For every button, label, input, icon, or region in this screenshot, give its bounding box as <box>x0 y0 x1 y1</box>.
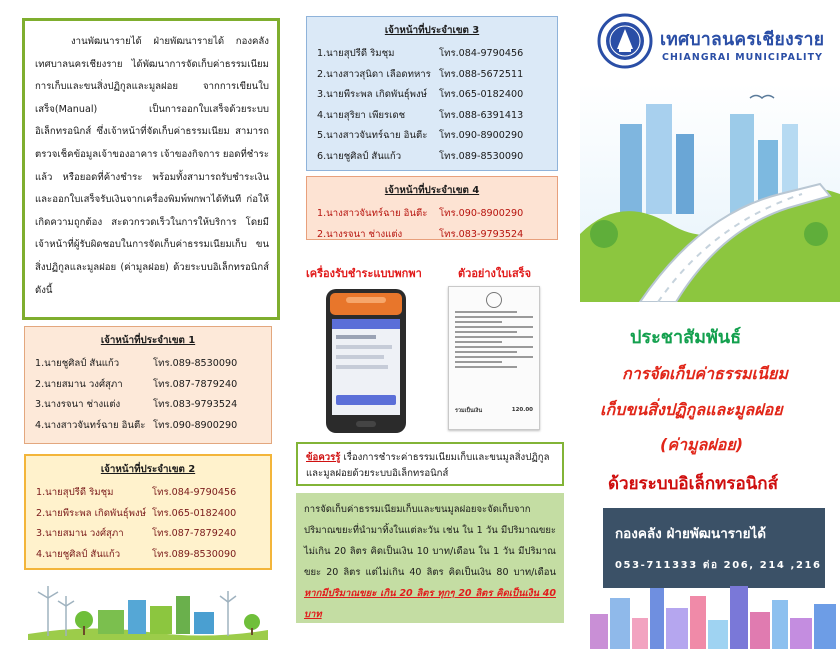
headline-line-4: (ค่ามูลฝอย) <box>660 435 744 454</box>
staff-row <box>35 354 261 375</box>
staff-name: 3.นายพีระพล เกิดพันธุ์พงษ์ <box>317 89 427 100</box>
zone-2-staff-box <box>24 454 272 570</box>
receipt-sample-label: ตัวอย่างใบเสร็จ <box>458 267 532 280</box>
municipality-seal-logo <box>597 13 653 69</box>
staff-row <box>317 225 547 246</box>
receipt-sample-image <box>448 286 540 430</box>
staff-name: 5.นางสาวจันทร์ฉาย อินตีะ <box>317 130 428 141</box>
staff-phone: โทร.084-9790456 <box>439 48 524 59</box>
staff-row <box>317 65 547 86</box>
staff-row <box>35 395 261 416</box>
notice-box <box>296 442 564 486</box>
fee-rate-highlight: หากมีปริมาณขยะ เกิน 20 ลิตร ทุกๆ 20 ลิตร คิดเป็นเงิน 40 บาท <box>304 588 556 620</box>
staff-name: 1.นายชูศิลป์ สันแก้ว <box>35 358 120 369</box>
intro-text-box <box>22 18 280 320</box>
staff-name: 2.นายพีระพล เกิดพันธุ์พงษ์ <box>36 507 146 519</box>
headline-line-2: การจัดเก็บค่าธรรมเนียม <box>622 364 788 383</box>
staff-row <box>35 416 261 437</box>
city-skyline-illustration <box>586 568 840 649</box>
edc-payment-terminal-image <box>316 285 416 435</box>
edc-device-label: เครื่องรับชำระแบบพกพา <box>306 267 422 280</box>
zone-1-title: เจ้าหน้าที่ประจำเขต 1 <box>100 335 196 346</box>
staff-row <box>36 483 260 504</box>
staff-phone: โทร.083-9793524 <box>153 399 238 410</box>
staff-row <box>317 126 547 147</box>
staff-phone: โทร.065-0182400 <box>152 507 237 519</box>
fee-rate-box <box>296 493 564 623</box>
staff-phone: โทร.083-9793524 <box>439 228 524 240</box>
fee-rate-text: การจัดเก็บค่าธรรมเนียมเก็บและขนมูลฝอยจะจัดเก็บจากปริมาณขยะที่นำมาทิ้งในแต่ละวัน เช่น ใน 1 วัน มีปริมาณขยะ ไม่เกิน 20 ลิตร คิดเป็นเงิน 10 บาท/เดือน ใน 1 วัน มีปริมาณขยะ 20 ลิตร แต่ไม่เกิน 40 ลิตร คิดเป็นเงิน 80 บาท/เดือน <box>304 504 556 578</box>
zone-3-title: เจ้าหน้าที่ประจำเขต 3 <box>384 25 480 36</box>
staff-phone: โทร.087-7879240 <box>152 528 237 539</box>
receipt-total <box>455 407 533 415</box>
zone-2-title: เจ้าหน้าที่ประจำเขต 2 <box>100 464 196 475</box>
staff-name: 1.นายสุปรีดี ริมชุม <box>317 48 395 59</box>
headline-announcement: ประชาสัมพันธ์ <box>630 327 742 348</box>
staff-phone: โทร.089-8530090 <box>439 150 524 162</box>
staff-row <box>317 106 547 127</box>
org-name-thai: เทศบาลนครเชียงราย <box>660 30 825 50</box>
org-name-english: CHIANGRAI MUNICIPALITY <box>662 52 823 63</box>
municipality-seal-icon <box>486 292 502 308</box>
staff-row <box>317 204 547 225</box>
staff-name: 4.นายชูศิลป์ สันแก้ว <box>36 548 121 560</box>
staff-name: 2.นายสมาน วงศ์สุภา <box>35 378 123 390</box>
staff-name: 1.นางสาวจันทร์ฉาย อินตีะ <box>317 208 428 219</box>
staff-row <box>36 545 260 566</box>
staff-phone: โทร.088-6391413 <box>439 109 524 121</box>
staff-row <box>36 524 260 545</box>
staff-name: 4.นายสุริยา เพียรเดช <box>317 109 406 121</box>
staff-row <box>35 375 261 396</box>
staff-name: 4.นางสาวจันทร์ฉาย อินตีะ <box>35 419 146 431</box>
intro-text: งานพัฒนารายได้ ฝ่ายพัฒนารายได้ กองคลัง เทศบาลนครเชียงราย ได้พัฒนาการจัดเก็บค่าธรรมเนียมการเก็บและขนสิ่งปฏิกูลและมูลฝอย จากการเขียนใบเสร็จ(Manual) เป็นการออกใบเสร็จด้วยระบบอิเล็กทรอนิกส์ ซึ่งเจ้าหน้าที่จัดเก็บค่าธรรมเนียม สามารถตรวจเช็คข้อมูลเจ้าของอาคาร เจ้าของกิจการ ยอดที่ชำระแล้ว หรือยอดที่ค้างชำระ พร้อมทั้งสามารถรับชำระเงินและออกใบเสร็จรับเงินจากเครื่องพิมพ์พกพาได้ทันที ก่อให้เกิดความถูกต้อง สะดวกรวดเร็วในการให้บริการ โดยมีเจ้าหน้าที่ผู้รับผิดชอบในการจัดเก็บค่าธรรมเนียมเก็บ ขนสิ่งปฏิกูลและมูลฝอย (ค่ามูลฝอย) ด้วยระบบอิเล็กทรอนิกส์ ดังนี้ <box>35 36 269 296</box>
notice-lead: ข้อควรรู้ <box>306 452 341 463</box>
city-road-illustration <box>580 84 840 302</box>
staff-phone: โทร.089-8530090 <box>153 358 238 369</box>
staff-phone: โทร.065-0182400 <box>439 89 524 100</box>
staff-phone: โทร.089-8530090 <box>152 548 237 560</box>
headline-line-5: ด้วยระบบอิเล็กทรอนิกส์ <box>608 474 778 494</box>
staff-name: 1.นายสุปรีดี ริมชุม <box>36 487 114 498</box>
staff-name: 6.นายชูศิลป์ สันแก้ว <box>317 150 402 162</box>
staff-phone: โทร.088-5672511 <box>439 68 524 80</box>
staff-phone: โทร.090-8900290 <box>439 208 524 219</box>
zone-4-title: เจ้าหน้าที่ประจำเขต 4 <box>384 185 480 196</box>
staff-name: 3.นายสมาน วงศ์สุภา <box>36 528 124 539</box>
receipt-total-label: รวมเป็นเงิน <box>455 408 483 414</box>
staff-name: 2.นางสาวสุนิดา เลือดทหาร <box>317 68 431 80</box>
headline-line-3: เก็บขนสิ่งปฏิกูลและมูลฝอย <box>600 400 783 419</box>
staff-phone: โทร.090-8900290 <box>153 419 238 431</box>
staff-row <box>317 44 547 65</box>
zone-1-staff-box <box>24 326 272 444</box>
staff-phone: โทร.090-8900290 <box>439 130 524 141</box>
zone-3-staff-box <box>306 16 558 171</box>
staff-row <box>317 147 547 168</box>
notice-text: เรื่องการชำระค่าธรรมเนียมเก็บและขนมูลสิ่งปฏิกูลและมูลฝอยด้วยระบบอิเล็กทรอนิกส์ <box>306 452 550 479</box>
staff-row <box>317 85 547 106</box>
staff-row <box>36 504 260 525</box>
staff-name: 2.นางรจนา ช่างแต่ง <box>317 228 403 240</box>
contact-phone: 053-711333 ต่อ 206, 214 ,216 <box>615 560 822 571</box>
staff-name: 3.นางรจนา ช่างแต่ง <box>35 399 121 410</box>
staff-phone: โทร.087-7879240 <box>153 378 238 390</box>
contact-department: กองคลัง ฝ่ายพัฒนารายได้ <box>615 526 767 542</box>
eco-illustration <box>28 576 268 640</box>
receipt-total-value: 120.00 <box>511 407 533 413</box>
staff-phone: โทร.084-9790456 <box>152 487 237 498</box>
zone-4-staff-box <box>306 176 558 240</box>
